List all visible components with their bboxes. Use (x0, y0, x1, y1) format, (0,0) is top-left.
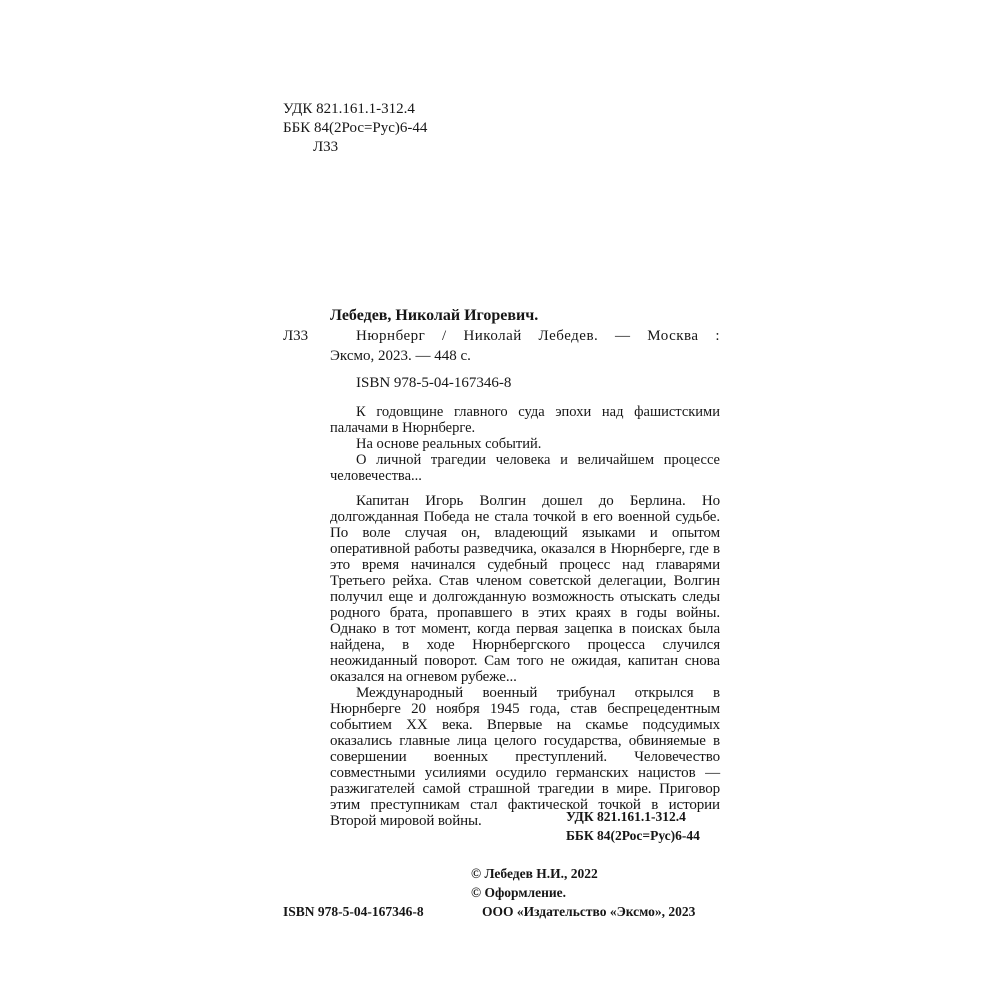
annotation-paragraph-2: На основе реальных событий. (356, 436, 542, 452)
copyright-author: © Лебедев Н.И., 2022 (471, 866, 598, 881)
annotation-block (330, 404, 720, 484)
top-udk-code: УДК 821.161.1-312.4 (283, 101, 415, 117)
copyright-publisher: ООО «Издательство «Эксмо», 2023 (482, 904, 696, 919)
catalog-isbn: ISBN 978-5-04-167346-8 (356, 375, 512, 391)
top-author-mark: Л33 (313, 139, 339, 155)
catalog-title-line2: Эксмо, 2023. — 448 с. (330, 348, 471, 364)
summary-paragraph-2: Международный военный трибунал открылся в Нюрнберге 20 ноября 1945 года, став беспрецедентным событием XX века. Впервые на скамье подсудимых оказались главные лица целого государства, обвиняемые в совершении военных преступлений. Человечество совместными усилиями осудило германских нацистов — разжигателей самой страшной трагедии в мире. Приговор этим преступникам стал фактической точкой в истории Второй мировой войны. (330, 685, 720, 829)
bottom-isbn: ISBN 978-5-04-167346-8 (283, 904, 424, 919)
copyright-design: © Оформление. (471, 885, 567, 900)
top-bbk-code: ББК 84(2Рос=Рус)6-44 (283, 120, 428, 136)
author-heading: Лебедев, Николай Игоревич. (330, 307, 539, 324)
catalog-author-mark: Л33 (283, 328, 309, 344)
annotation-paragraph-1: К годовщине главного суда эпохи над фашистскими палачами в Нюрнберге. (330, 404, 720, 436)
annotation-paragraph-3: О личной трагедии человека и величайшем процессе человечества... (330, 452, 720, 484)
bottom-bbk-code: ББК 84(2Рос=Рус)6-44 (566, 828, 700, 843)
catalog-title-line1: Нюрнберг / Николай Лебедев. — Москва : (356, 328, 720, 344)
bottom-udk-code: УДК 821.161.1-312.4 (566, 809, 686, 824)
summary-block (330, 493, 720, 829)
summary-paragraph-1: Капитан Игорь Волгин дошел до Берлина. Но долгожданная Победа не стала точкой в его военной судьбе. По воле случая он, владеющий языками и опытом оперативной работы разведчика, оказался в Нюрнберге, где в это время начинался судебный процесс над главарями Третьего рейха. Став членом советской делегации, Волгин получил еще и долгожданную возможность отыскать следы родного брата, пропавшего в этих краях в годы войны. Однако в тот момент, когда первая зацепка в поисках была найдена, в ходе Нюрнбергского процесса случился неожиданный поворот. Сам того не ожидая, капитан снова оказался на огневом рубеже... (330, 493, 720, 685)
